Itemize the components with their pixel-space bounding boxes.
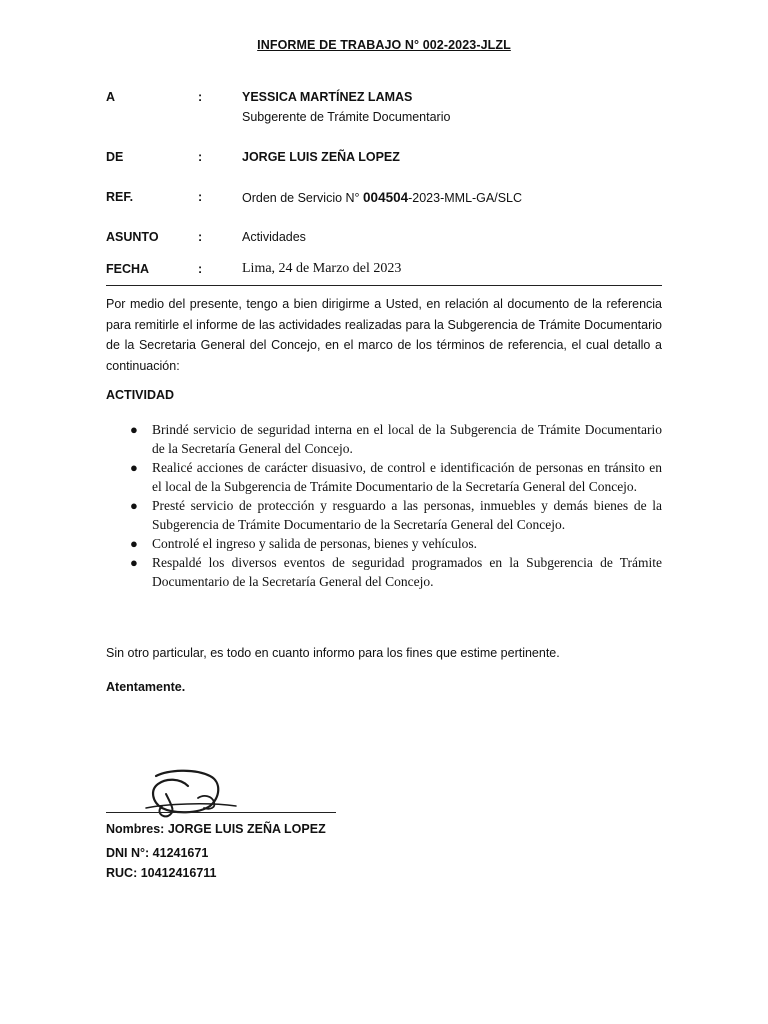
date-label: FECHA [106, 262, 150, 276]
sender-name: JORGE LUIS ZEÑA LOPEZ [242, 150, 400, 164]
ref-prefix: Orden de Servicio N° [242, 191, 360, 205]
signature-line [106, 812, 336, 813]
bullet-icon: ● [130, 498, 138, 513]
header-divider [106, 285, 662, 286]
date-colon: : [198, 262, 203, 276]
bullet-icon: ● [130, 422, 138, 437]
subject-colon: : [198, 230, 203, 244]
activity-text: Realicé acciones de carácter disuasivo, de control e identificación de personas en tránsito en el local de la Subgerencia de Trámite Documentario de la Secretaría General del Concejo. [152, 460, 662, 494]
activity-text: Controlé el ingreso y salida de personas, bienes y vehículos. [152, 536, 478, 551]
ref-value [242, 190, 522, 205]
date-value: Lima, 24 de Marzo del 2023 [242, 261, 402, 276]
list-item [106, 553, 662, 591]
bullet-icon: ● [130, 555, 138, 570]
recipient-position: Subgerente de Trámite Documentario [242, 110, 451, 124]
subject-label: ASUNTO [106, 230, 159, 244]
recipient-name: YESSICA MARTÍNEZ LAMAS [242, 90, 413, 104]
handwritten-signature [106, 768, 338, 818]
closing-sentence: Sin otro particular, es todo en cuanto informo para los fines que estime pertinente. [106, 646, 560, 660]
activities-list [106, 420, 662, 591]
signer-name: Nombres: JORGE LUIS ZEÑA LOPEZ [106, 822, 326, 836]
ref-suffix: -2023-MML-GA/SLC [408, 191, 523, 205]
bullet-icon: ● [130, 536, 138, 551]
subject-value: Actividades [242, 230, 306, 244]
list-item [106, 420, 662, 458]
ref-number: 004504 [363, 190, 409, 205]
report-title: INFORME DE TRABAJO N° 002-2023-JLZL [257, 38, 511, 52]
regards-text: Atentamente. [106, 680, 186, 694]
activities-heading: ACTIVIDAD [106, 388, 175, 402]
signer-ruc: RUC: 10412416711 [106, 866, 217, 880]
to-label: A [106, 90, 116, 104]
bullet-icon: ● [130, 460, 138, 475]
to-colon: : [198, 90, 203, 104]
from-label: DE [106, 150, 124, 164]
intro-paragraph: Por medio del presente, tengo a bien dirigirme a Usted, en relación al documento de la referencia para remitirle el informe de las actividades realizadas para la Subgerencia de Trámite Documentario de la Secretaria General del Concejo, en el marco de los términos de referencia, el cual detallo a continuación: [106, 297, 662, 373]
activity-text: Brindé servicio de seguridad interna en el local de la Subgerencia de Trámite Documentario de la Secretaría General del Concejo. [152, 422, 662, 456]
from-colon: : [198, 150, 203, 164]
ref-colon: : [198, 190, 203, 204]
activity-text: Presté servicio de protección y resguardo a las personas, inmuebles y demás bienes de la Subgerencia de Trámite Documentario de la Secretaría General del Concejo. [152, 498, 662, 532]
list-item [106, 458, 662, 496]
ref-label: REF. [106, 190, 134, 204]
list-item [106, 496, 662, 534]
list-item [106, 534, 662, 553]
activity-text: Respaldé los diversos eventos de seguridad programados en la Subgerencia de Trámite Documentario de la Secretaría General del Concejo. [152, 555, 662, 589]
signer-dni: DNI N°: 41241671 [106, 846, 209, 860]
